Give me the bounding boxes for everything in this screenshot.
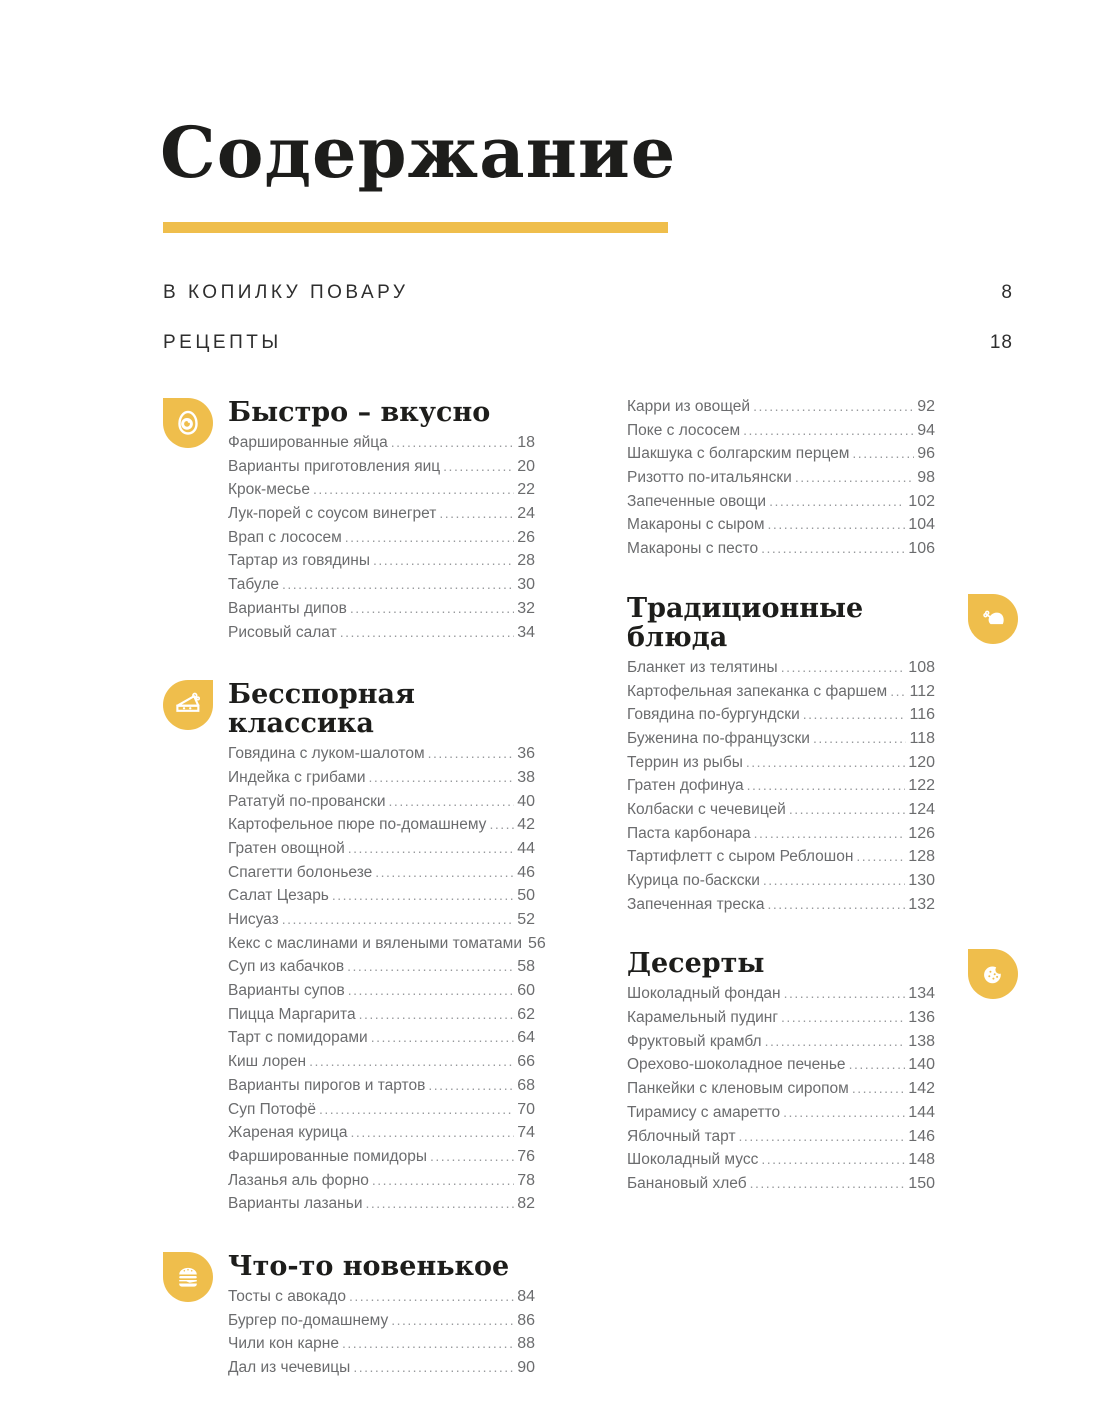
toc-entry-page: 116 (909, 706, 935, 724)
toc-list (627, 659, 935, 920)
toc-entry[interactable] (228, 982, 535, 1006)
toc-entry[interactable] (228, 840, 535, 864)
dot-leader (750, 1175, 906, 1193)
toc-entry-page: 40 (517, 792, 535, 810)
toc-list (228, 434, 535, 647)
toc-entry-page: 62 (517, 1005, 535, 1023)
toc-entry[interactable] (228, 1312, 535, 1336)
toc-entry-title: Банановый хлеб (627, 1174, 747, 1192)
toc-entry-page: 124 (908, 800, 935, 818)
toc-entry[interactable] (228, 1006, 535, 1030)
toc-entry[interactable] (228, 434, 535, 458)
dot-leader (439, 505, 514, 523)
toc-entry-title: Курица по-баскски (627, 872, 760, 889)
top-links (163, 282, 1013, 354)
toc-entry-page: 132 (908, 895, 935, 913)
toc-entry[interactable] (627, 540, 935, 564)
dot-leader (754, 825, 906, 843)
section-title: Традиционные блюда (627, 592, 864, 653)
dot-leader (391, 434, 514, 452)
toc-entry-page: 88 (517, 1335, 535, 1353)
toc-entry-page: 36 (517, 745, 535, 763)
toc-entry[interactable] (627, 1175, 935, 1199)
toc-entry-page: 118 (909, 729, 935, 747)
dot-leader (319, 1101, 514, 1119)
toc-entry-page: 138 (908, 1032, 935, 1050)
dot-leader (769, 493, 905, 511)
toc-entry[interactable] (627, 985, 935, 1009)
toc-entry-title: Фаршированные яйца (228, 434, 388, 451)
toc-entry-page: 58 (517, 958, 535, 976)
toc-entry[interactable] (228, 529, 535, 553)
toc-entry-page: 22 (517, 481, 535, 499)
toc-entry-title: Паста карбонара (627, 824, 751, 842)
toc-entry-title: Бланкет из телятины (627, 658, 778, 676)
toc-entry-title: Тосты с авокадо (228, 1287, 346, 1305)
dot-leader (890, 683, 906, 701)
toc-entry-title: Суп Потофё (228, 1100, 316, 1118)
toc-entry[interactable] (228, 505, 535, 529)
toc-entry-title: Говядина с луком-шалотом (228, 745, 425, 763)
toc-entry[interactable] (228, 911, 535, 935)
toc-entry-title: Карамельный пудинг (627, 1009, 778, 1027)
toc-entry-title: Табуле (228, 576, 280, 594)
dot-leader (282, 576, 514, 594)
toc-entry-title: Салат Цезарь (228, 887, 329, 905)
toc-entry[interactable] (228, 793, 535, 817)
dot-leader (371, 1029, 515, 1047)
toc-entry-page: 56 (528, 934, 546, 952)
burger-icon (163, 1252, 213, 1302)
toc-entry-title: Бургер по-домашнему (228, 1311, 389, 1329)
dot-leader (489, 816, 514, 834)
toc-entry-page: 90 (517, 1359, 535, 1376)
toc-column-right (627, 398, 935, 1199)
dot-leader (856, 848, 905, 866)
toc-entry[interactable] (627, 777, 935, 801)
toc-entry-title: Фаршированные помидоры (228, 1147, 427, 1165)
dot-leader (353, 1359, 514, 1377)
toc-entry-title: Крок-месье (228, 481, 310, 499)
toc-entry-page: 146 (908, 1127, 935, 1145)
toc-entry[interactable] (228, 1101, 535, 1125)
dot-leader (428, 1077, 514, 1095)
toc-entry[interactable] (228, 600, 535, 624)
toc-entry-page: 144 (908, 1103, 935, 1121)
toc-entry-title: Ризотто по-итальянски (627, 469, 792, 487)
toc-list (627, 398, 935, 564)
dot-leader (373, 552, 514, 570)
toc-entry[interactable] (627, 422, 935, 446)
toc-entry[interactable] (627, 801, 935, 825)
toc-entry[interactable] (228, 958, 535, 982)
toc-entry-page: 148 (908, 1151, 935, 1169)
toc-entry-page: 92 (917, 398, 935, 415)
dot-leader (430, 1148, 514, 1166)
dot-leader (372, 1172, 514, 1190)
toc-list (228, 1288, 535, 1383)
toc-entry[interactable] (627, 848, 935, 872)
toc-entry-title: Тартифлетт с сыром Реблошон (627, 848, 854, 866)
dot-leader (784, 985, 906, 1003)
dot-leader (746, 754, 905, 772)
toc-entry-title: Врап с лососем (228, 528, 342, 546)
toc-entry-page: 32 (517, 599, 535, 617)
toc-entry-title: Тартар из говядины (228, 552, 371, 570)
toc-entry-title: Дал из чечевицы (228, 1359, 351, 1376)
top-link-page: 18 (989, 332, 1013, 353)
toc-entry-title: Варианты лазаньи (228, 1195, 363, 1213)
toc-entry-page: 94 (917, 421, 935, 439)
toc-entry-page: 60 (517, 982, 535, 1000)
toc-entry-title: Картофельное пюре по-домашнему (228, 816, 487, 834)
toc-entry[interactable] (627, 896, 935, 920)
toc-entry-title: Спагетти болоньезе (228, 863, 373, 881)
toc-entry-title: Лук-порей с соусом винегрет (228, 505, 437, 523)
toc-entry[interactable] (228, 1053, 535, 1077)
toc-entry-title: Шоколадный мусс (627, 1151, 759, 1169)
toc-entry-title: Гратен дофинуа (627, 777, 744, 795)
toc-entry-title: Нисуаз (228, 911, 279, 928)
toc-section-left-1 (228, 679, 546, 1219)
toc-entry[interactable] (228, 1029, 535, 1053)
dot-leader (813, 730, 907, 748)
toc-entry-title: Запеченная треска (627, 895, 765, 913)
dot-leader (340, 624, 515, 642)
dot-leader (389, 793, 515, 811)
toc-entry-title: Рисовый салат (228, 623, 337, 641)
toc-entry-page: 34 (517, 623, 535, 641)
toc-list (228, 745, 546, 1219)
dot-leader (428, 745, 515, 763)
toc-entry-page: 18 (517, 434, 535, 451)
toc-entry-page: 150 (908, 1174, 935, 1192)
toc-entry[interactable] (228, 1148, 535, 1172)
toc-entry-page: 120 (908, 753, 935, 771)
dot-leader (789, 801, 905, 819)
toc-entry[interactable] (228, 1288, 535, 1312)
dot-leader (348, 982, 514, 1000)
toc-entry[interactable] (228, 1172, 535, 1196)
toc-entry-page: 126 (908, 824, 935, 842)
toc-entry-title: Поке с лососем (627, 421, 741, 439)
cookie-icon (968, 949, 1018, 999)
toc-entry-title: Карри из овощей (627, 398, 751, 415)
toc-entry[interactable] (228, 1359, 535, 1383)
toc-entry-page: 98 (917, 469, 935, 487)
dot-leader (309, 1053, 514, 1071)
toc-entry[interactable] (228, 887, 535, 911)
toc-entry-title: Жареная курица (228, 1124, 348, 1142)
dot-leader (443, 458, 514, 476)
dot-leader (743, 422, 914, 440)
dot-leader (768, 516, 906, 534)
dot-leader (747, 777, 906, 795)
dot-leader (767, 896, 905, 914)
dot-leader (763, 872, 905, 890)
toc-entry-title: Лазанья аль форно (228, 1171, 369, 1189)
toc-entry-title: Варианты дипов (228, 599, 347, 617)
toc-entry-title: Варианты супов (228, 982, 345, 1000)
toc-entry[interactable] (228, 1195, 535, 1219)
toc-entry[interactable] (228, 1335, 535, 1359)
toc-entry-page: 108 (908, 658, 935, 676)
toc-entry-title: Тирамису с амаретто (627, 1103, 781, 1121)
toc-entry-page: 76 (517, 1147, 535, 1165)
section-title: Что-то новенькое (228, 1250, 510, 1282)
chicken-icon (968, 594, 1018, 644)
toc-entry-title: Шоколадный фондан (627, 985, 781, 1003)
toc-entry-page: 96 (917, 445, 935, 463)
dot-leader (852, 445, 914, 463)
dot-leader (761, 1151, 905, 1169)
toc-entry-page: 102 (908, 492, 935, 510)
dot-leader (849, 1056, 906, 1074)
dot-leader (349, 1288, 514, 1306)
toc-entry-page: 84 (517, 1287, 535, 1305)
toc-entry-page: 66 (517, 1053, 535, 1071)
toc-entry[interactable] (627, 1104, 935, 1128)
toc-entry-page: 20 (517, 457, 535, 475)
toc-entry[interactable] (228, 934, 546, 959)
toc-entry[interactable] (228, 1077, 535, 1101)
toc-entry-page: 128 (908, 848, 935, 866)
toc-entry[interactable] (627, 1033, 935, 1057)
dot-leader (783, 1104, 905, 1122)
toc-entry[interactable] (627, 445, 935, 469)
toc-entry[interactable] (627, 469, 935, 493)
toc-entry-page: 28 (517, 552, 535, 570)
toc-entry-page: 24 (517, 505, 535, 523)
toc-entry[interactable] (627, 730, 935, 754)
toc-entry-title: Суп из кабачков (228, 958, 345, 976)
toc-entry-page: 106 (908, 540, 935, 558)
toc-section-right-0 (627, 398, 935, 564)
toc-entry-page: 44 (517, 839, 535, 857)
toc-entry-title: Чили кон карне (228, 1335, 339, 1353)
dot-leader (282, 911, 514, 929)
toc-entry[interactable] (228, 576, 535, 600)
toc-link-chef-tips[interactable] (163, 282, 1013, 304)
title-underline (163, 222, 668, 233)
toc-entry-title: Фруктовый крамбл (627, 1032, 762, 1050)
toc-entry[interactable] (228, 1124, 535, 1148)
toc-entry-title: Террин из рыбы (627, 753, 743, 771)
toc-entry-page: 70 (517, 1100, 535, 1118)
toc-column-left (163, 397, 546, 1383)
toc-entry-title: Макароны с песто (627, 540, 759, 558)
toc-entry[interactable] (627, 1151, 935, 1175)
toc-entry[interactable] (228, 481, 535, 505)
egg-icon (163, 398, 213, 448)
toc-entry[interactable] (627, 1080, 935, 1104)
toc-link-recipes[interactable] (163, 332, 1013, 354)
dot-leader (803, 706, 907, 724)
toc-entry-page: 142 (908, 1080, 935, 1098)
toc-entry[interactable] (627, 398, 935, 422)
toc-entry[interactable] (627, 754, 935, 778)
dot-leader (342, 1335, 514, 1353)
toc-entry-page: 26 (517, 528, 535, 546)
section-title: Быстро – вкусно (228, 397, 491, 428)
toc-entry-title: Шакшука с болгарским перцем (627, 445, 850, 463)
dot-leader (375, 864, 514, 882)
toc-entry-title: Картофельная запеканка с фаршем (627, 682, 888, 700)
toc-entry[interactable] (627, 516, 935, 540)
toc-entry-page: 52 (517, 911, 535, 928)
toc-entry-title: Варианты приготовления яиц (228, 457, 441, 475)
toc-entry-title: Киш лорен (228, 1053, 307, 1071)
top-link-page: 8 (1001, 282, 1013, 303)
toc-entry[interactable] (228, 624, 535, 648)
toc-entry[interactable] (627, 493, 935, 517)
toc-entry-page: 42 (517, 816, 535, 834)
toc-entry[interactable] (627, 1009, 935, 1033)
toc-entry[interactable] (627, 683, 935, 707)
dot-leader (359, 1006, 515, 1024)
section-title: Десерты (627, 948, 765, 980)
dot-leader (761, 540, 905, 558)
dot-leader (391, 1312, 514, 1330)
toc-entry-page: 46 (517, 863, 535, 881)
toc-entry-title: Кекс с маслинами и вялеными томатами (228, 934, 522, 952)
toc-entry-page: 64 (517, 1029, 535, 1047)
cake-icon (163, 680, 213, 730)
toc-entry[interactable] (627, 825, 935, 849)
toc-entry-title: Индейка с грибами (228, 768, 366, 786)
toc-entry-title: Тарт с помидорами (228, 1029, 368, 1047)
toc-entry-page: 38 (517, 768, 535, 786)
toc-entry[interactable] (228, 745, 535, 769)
toc-entry-title: Макароны с сыром (627, 516, 765, 534)
toc-entry-title: Пицца Маргарита (228, 1005, 356, 1023)
toc-entry-title: Буженина по-французски (627, 729, 810, 747)
toc-entry-page: 112 (909, 682, 935, 700)
toc-entry[interactable] (627, 706, 935, 730)
dot-leader (739, 1128, 906, 1146)
toc-section-right-1 (627, 594, 935, 920)
dot-leader (765, 1033, 906, 1051)
dot-leader (852, 1080, 905, 1098)
dot-leader (781, 1009, 905, 1027)
toc-entry-title: Колбаски с чечевицей (627, 800, 786, 818)
toc-entry-page: 86 (517, 1311, 535, 1329)
toc-entry-title: Яблочный тарт (627, 1127, 736, 1145)
dot-leader (753, 398, 914, 416)
dot-leader (350, 600, 514, 618)
dot-leader (313, 481, 514, 499)
toc-entry-page: 78 (517, 1171, 535, 1189)
toc-entry-page: 136 (908, 1009, 935, 1027)
toc-entry-title: Рататуй по-провански (228, 792, 386, 810)
dot-leader (345, 529, 514, 547)
toc-entry[interactable] (228, 769, 535, 793)
toc-entry[interactable] (228, 458, 535, 482)
toc-entry[interactable] (627, 659, 935, 683)
toc-entry[interactable] (228, 552, 535, 576)
toc-section-left-0 (228, 398, 535, 647)
toc-section-left-2 (228, 1252, 535, 1383)
top-link-label: В КОПИЛКУ ПОВАРУ (163, 282, 409, 303)
toc-entry-title: Панкейки с кленовым сиропом (627, 1080, 849, 1098)
toc-entry-page: 74 (517, 1124, 535, 1142)
toc-entry-page: 134 (908, 985, 935, 1003)
dot-leader (347, 958, 514, 976)
page-title: Содержание (160, 111, 677, 194)
dot-leader (369, 769, 515, 787)
dot-leader (781, 659, 906, 677)
toc-entry-page: 130 (908, 872, 935, 889)
toc-section-right-2 (627, 949, 935, 1198)
toc-entry-page: 68 (517, 1076, 535, 1094)
toc-entry[interactable] (627, 1128, 935, 1152)
toc-entry-title: Говядина по-бургундски (627, 706, 800, 724)
dot-leader (348, 840, 514, 858)
toc-entry-page: 122 (908, 777, 935, 795)
dot-leader (365, 1195, 514, 1213)
toc-entry-title: Запеченные овощи (627, 492, 767, 510)
toc-entry[interactable] (228, 816, 535, 840)
toc-entry-page: 82 (517, 1195, 535, 1213)
toc-entry[interactable] (228, 864, 535, 888)
top-link-label: РЕЦЕПТЫ (163, 332, 282, 353)
toc-entry-title: Орехово-шоколадное печенье (627, 1056, 846, 1074)
toc-entry-title: Гратен овощной (228, 839, 345, 857)
toc-entry-page: 50 (517, 887, 535, 905)
dot-leader (332, 887, 514, 905)
toc-entry-page: 30 (517, 576, 535, 594)
toc-entry-page: 104 (908, 516, 935, 534)
section-title: Бесспорная классика (228, 679, 415, 740)
toc-list (627, 985, 935, 1198)
toc-entry[interactable] (627, 872, 935, 896)
toc-entry[interactable] (627, 1056, 935, 1080)
dot-leader (795, 469, 914, 487)
toc-entry-page: 140 (908, 1056, 935, 1074)
dot-leader (351, 1124, 515, 1142)
toc-entry-title: Варианты пирогов и тартов (228, 1076, 426, 1094)
